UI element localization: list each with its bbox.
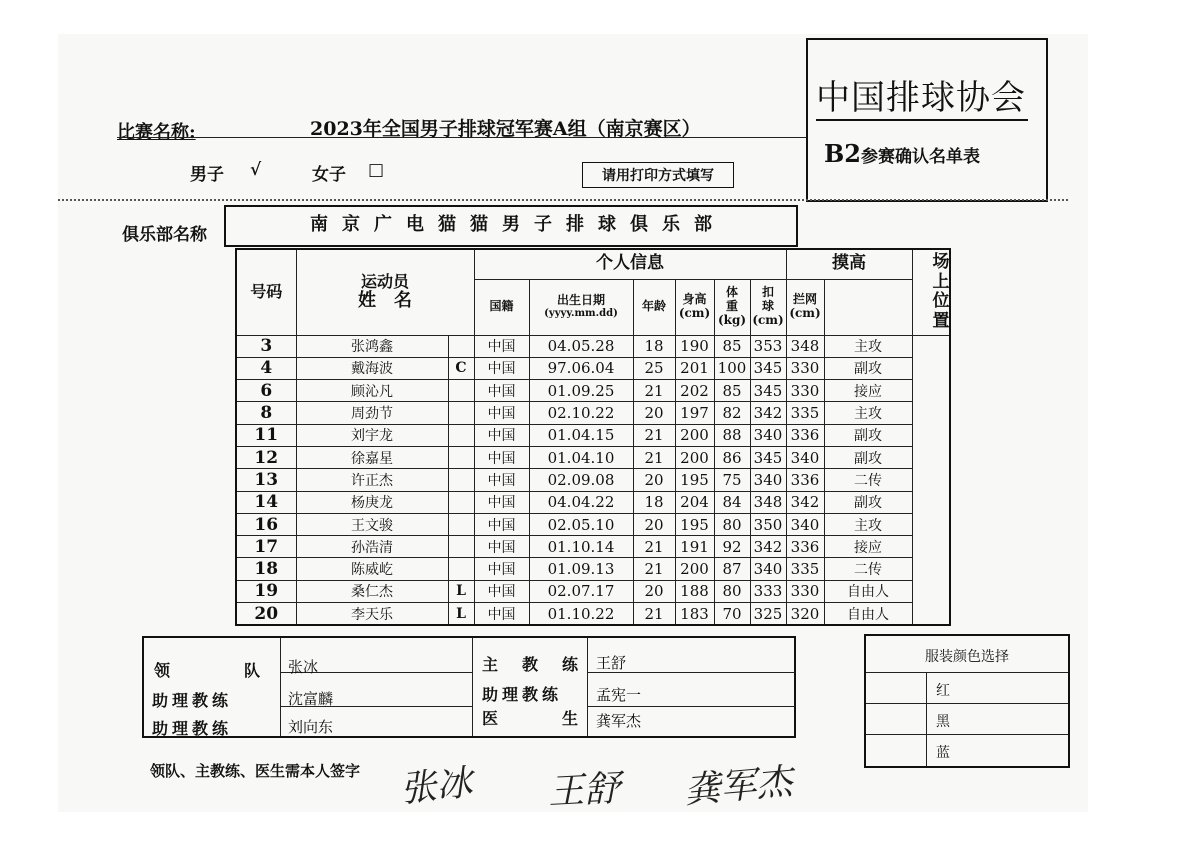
player-age: 20 (633, 513, 675, 535)
header-dob-format: (yyyy.mm.dd) (544, 308, 618, 320)
player-nationality: 中国 (474, 491, 529, 513)
player-position: 副攻 (824, 446, 912, 468)
player-spike: 345 (750, 446, 786, 468)
player-age: 21 (633, 446, 675, 468)
player-block: 335 (786, 402, 824, 424)
uniform-divider (926, 672, 927, 766)
player-age: 18 (633, 491, 675, 513)
player-weight: 85 (714, 335, 750, 357)
player-position: 副攻 (824, 424, 912, 446)
header-height-label: 身高 (682, 292, 707, 307)
player-height: 195 (675, 513, 714, 535)
player-mark (448, 402, 474, 424)
player-weight: 70 (714, 603, 750, 626)
player-weight: 82 (714, 402, 750, 424)
player-height: 204 (675, 491, 714, 513)
table-row (236, 558, 950, 580)
leader-label: 领 队 (154, 661, 275, 680)
male-checkmark: √ (250, 160, 262, 180)
player-spike: 345 (750, 357, 786, 379)
player-age: 20 (633, 402, 675, 424)
player-block: 336 (786, 536, 824, 558)
roster-body (236, 335, 950, 625)
player-age: 21 (633, 603, 675, 626)
player-nationality: 中国 (474, 335, 529, 357)
player-age: 20 (633, 469, 675, 491)
player-height: 201 (675, 357, 714, 379)
header-personal-info: 个人信息 (474, 249, 786, 279)
uniform-divider (866, 672, 1068, 673)
player-nationality: 中国 (474, 446, 529, 468)
player-number: 19 (236, 580, 296, 602)
player-weight: 92 (714, 536, 750, 558)
player-mark (448, 335, 474, 357)
player-block: 330 (786, 357, 824, 379)
table-row (236, 380, 950, 402)
player-mark (448, 446, 474, 468)
staff-divider (280, 638, 281, 736)
header-spike-label: 扣球 (761, 285, 774, 314)
player-position: 自由人 (824, 580, 912, 602)
player-spike: 353 (750, 335, 786, 357)
player-name: 顾沁凡 (296, 380, 448, 402)
player-nationality: 中国 (474, 357, 529, 379)
signature-doctor: 龚军杰 (682, 761, 794, 812)
header-reach: 摸高 (786, 249, 912, 279)
player-mark (448, 536, 474, 558)
player-position: 副攻 (824, 491, 912, 513)
player-spike: 340 (750, 424, 786, 446)
head-coach-label: 主 教 练 (482, 655, 583, 674)
player-height: 188 (675, 580, 714, 602)
player-height: 183 (675, 603, 714, 626)
competition-name: 2023年全国男子排球冠军赛A组（南京赛区） (310, 118, 701, 140)
player-name: 许正杰 (296, 469, 448, 491)
club-label: 俱乐部名称 (122, 225, 207, 245)
asst-coach-label-2: 助理教练 (152, 719, 233, 738)
player-number: 18 (236, 558, 296, 580)
player-nationality: 中国 (474, 424, 529, 446)
female-label: 女子 (312, 165, 346, 185)
player-height: 202 (675, 380, 714, 402)
competition-label: 比赛名称: (117, 122, 196, 143)
header-athlete (296, 249, 474, 335)
player-mark: L (448, 603, 474, 626)
player-position: 接应 (824, 380, 912, 402)
player-number: 20 (236, 603, 296, 626)
player-block: 340 (786, 446, 824, 468)
player-weight: 80 (714, 580, 750, 602)
player-spike: 342 (750, 536, 786, 558)
form-title-text: 参赛确认名单表 (860, 147, 980, 167)
header-name-label: 姓 名 (358, 290, 412, 312)
player-nationality: 中国 (474, 580, 529, 602)
print-instruction-box: 请用打印方式填写 (582, 162, 734, 188)
signature-note: 领队、主教练、医生需本人签字 (150, 762, 361, 780)
player-nationality: 中国 (474, 558, 529, 580)
player-dob: 01.09.25 (529, 380, 633, 402)
table-row (236, 335, 950, 357)
player-dob: 97.06.04 (529, 357, 633, 379)
player-weight: 88 (714, 424, 750, 446)
player-number: 16 (236, 513, 296, 535)
uniform-color-box (864, 634, 1070, 768)
player-name: 李天乐 (296, 603, 448, 626)
table-row (236, 357, 950, 379)
table-row (236, 580, 950, 602)
uniform-divider (866, 734, 1068, 735)
player-position: 二传 (824, 558, 912, 580)
player-nationality: 中国 (474, 380, 529, 402)
player-name: 桑仁杰 (296, 580, 448, 602)
player-dob: 01.04.10 (529, 446, 633, 468)
player-name: 王文骏 (296, 513, 448, 535)
header-athlete-label: 运动员 (360, 271, 409, 291)
uniform-title: 服装颜色选择 (925, 649, 1009, 665)
player-age: 20 (633, 580, 675, 602)
player-block: 335 (786, 558, 824, 580)
header-weight-label: 体重 (725, 285, 738, 314)
player-dob: 01.10.14 (529, 536, 633, 558)
table-row (236, 603, 950, 626)
player-nationality: 中国 (474, 536, 529, 558)
player-position: 副攻 (824, 357, 912, 379)
player-block: 336 (786, 469, 824, 491)
player-spike: 342 (750, 402, 786, 424)
header-number: 号码 (236, 249, 296, 335)
header-dob-label: 出生日期 (556, 293, 605, 308)
player-mark (448, 424, 474, 446)
staff-divider (587, 638, 588, 736)
uniform-divider (866, 703, 1068, 704)
asst-coach-name-2: 刘向东 (288, 718, 334, 736)
staff-box (142, 636, 796, 738)
player-spike: 345 (750, 380, 786, 402)
staff-divider (587, 706, 795, 707)
player-name: 孙浩清 (296, 536, 448, 558)
player-spike: 340 (750, 469, 786, 491)
player-name: 刘宇龙 (296, 424, 448, 446)
player-mark (448, 513, 474, 535)
uniform-color-black: 黑 (936, 714, 950, 730)
form-code: B2 (824, 139, 861, 168)
player-dob: 02.07.17 (529, 580, 633, 602)
player-position: 主攻 (824, 335, 912, 357)
player-position: 接应 (824, 536, 912, 558)
player-weight: 75 (714, 469, 750, 491)
player-mark: C (448, 357, 474, 379)
player-mark (448, 558, 474, 580)
leader-name: 张冰 (288, 658, 319, 676)
form-title (824, 139, 980, 168)
player-nationality: 中国 (474, 469, 529, 491)
signature-head-coach: 王舒 (547, 768, 622, 813)
header-age: 年龄 (633, 279, 675, 335)
head-coach-name: 王舒 (596, 654, 627, 672)
table-row (236, 513, 950, 535)
player-dob: 01.04.15 (529, 424, 633, 446)
player-mark (448, 380, 474, 402)
player-height: 197 (675, 402, 714, 424)
header-weight (714, 279, 750, 335)
player-block: 320 (786, 603, 824, 626)
player-position: 主攻 (824, 513, 912, 535)
doctor-name: 龚军杰 (596, 712, 642, 730)
staff-divider (472, 638, 473, 736)
player-dob: 04.04.22 (529, 491, 633, 513)
player-spike: 325 (750, 603, 786, 626)
asst-coach-name-1: 沈富麟 (288, 690, 334, 708)
player-height: 200 (675, 446, 714, 468)
player-weight: 86 (714, 446, 750, 468)
player-age: 21 (633, 380, 675, 402)
club-name: 南京广电猫猫男子排球俱乐部 (224, 205, 798, 247)
player-spike: 333 (750, 580, 786, 602)
player-dob: 01.09.13 (529, 558, 633, 580)
player-number: 14 (236, 491, 296, 513)
player-dob: 04.05.28 (529, 335, 633, 357)
player-weight: 80 (714, 513, 750, 535)
player-weight: 100 (714, 357, 750, 379)
header-spike (750, 279, 786, 335)
player-spike: 348 (750, 491, 786, 513)
table-row (236, 402, 950, 424)
player-height: 200 (675, 424, 714, 446)
player-mark: L (448, 580, 474, 602)
player-number: 17 (236, 536, 296, 558)
male-label: 男子 (190, 165, 224, 185)
asst-coach-label-3: 助理教练 (482, 685, 563, 704)
player-dob: 02.05.10 (529, 513, 633, 535)
player-number: 6 (236, 380, 296, 402)
asst-coach-label-1: 助理教练 (152, 691, 233, 710)
player-dob: 02.10.22 (529, 402, 633, 424)
asst-coach-name-3: 孟宪一 (596, 686, 642, 704)
header-position: 场上位置 (912, 249, 950, 335)
player-number: 12 (236, 446, 296, 468)
uniform-color-blue: 蓝 (936, 745, 950, 761)
player-dob: 02.09.08 (529, 469, 633, 491)
uniform-color-red: 红 (936, 683, 950, 699)
player-weight: 87 (714, 558, 750, 580)
table-row (236, 424, 950, 446)
dotted-separator (58, 199, 1068, 201)
player-block: 340 (786, 513, 824, 535)
player-block: 330 (786, 580, 824, 602)
signature-leader: 张冰 (398, 762, 475, 811)
player-height: 191 (675, 536, 714, 558)
player-position: 主攻 (824, 402, 912, 424)
player-number: 8 (236, 402, 296, 424)
header-block-label: 拦网 (792, 292, 817, 307)
player-position: 二传 (824, 469, 912, 491)
player-height: 200 (675, 558, 714, 580)
player-nationality: 中国 (474, 603, 529, 626)
player-spike: 350 (750, 513, 786, 535)
doctor-label: 医 生 (482, 709, 583, 728)
player-weight: 84 (714, 491, 750, 513)
player-mark (448, 469, 474, 491)
association-name: 中国排球协会 (816, 78, 1026, 118)
player-height: 190 (675, 335, 714, 357)
player-name: 周劲节 (296, 402, 448, 424)
player-nationality: 中国 (474, 402, 529, 424)
player-name: 徐嘉星 (296, 446, 448, 468)
player-block: 330 (786, 380, 824, 402)
player-height: 195 (675, 469, 714, 491)
table-row (236, 536, 950, 558)
female-checkbox: □ (368, 160, 385, 180)
player-block: 348 (786, 335, 824, 357)
table-row (236, 446, 950, 468)
table-row (236, 491, 950, 513)
player-number: 11 (236, 424, 296, 446)
player-name: 张鸿鑫 (296, 335, 448, 357)
player-age: 21 (633, 424, 675, 446)
header-height (675, 279, 714, 335)
player-name: 杨庚龙 (296, 491, 448, 513)
player-name: 戴海波 (296, 357, 448, 379)
header-weight-unit: (kg) (717, 312, 747, 327)
player-position: 自由人 (824, 603, 912, 626)
player-nationality: 中国 (474, 513, 529, 535)
player-age: 21 (633, 558, 675, 580)
player-number: 3 (236, 335, 296, 357)
player-spike: 340 (750, 558, 786, 580)
player-number: 13 (236, 469, 296, 491)
header-nationality: 国籍 (474, 279, 529, 335)
table-row (236, 469, 950, 491)
header-block (786, 279, 824, 335)
player-mark (448, 491, 474, 513)
player-age: 25 (633, 357, 675, 379)
player-age: 18 (633, 335, 675, 357)
association-divider (816, 119, 1028, 121)
header-block-unit: (cm) (789, 306, 821, 320)
player-number: 4 (236, 357, 296, 379)
player-block: 342 (786, 491, 824, 513)
player-block: 336 (786, 424, 824, 446)
header-height-unit: (cm) (678, 306, 711, 320)
player-name: 陈威屹 (296, 558, 448, 580)
header-spike-unit: (cm) (752, 312, 784, 327)
header-dob (529, 279, 633, 335)
player-weight: 85 (714, 380, 750, 402)
player-age: 21 (633, 536, 675, 558)
player-dob: 01.10.22 (529, 603, 633, 626)
roster-table (235, 248, 951, 626)
